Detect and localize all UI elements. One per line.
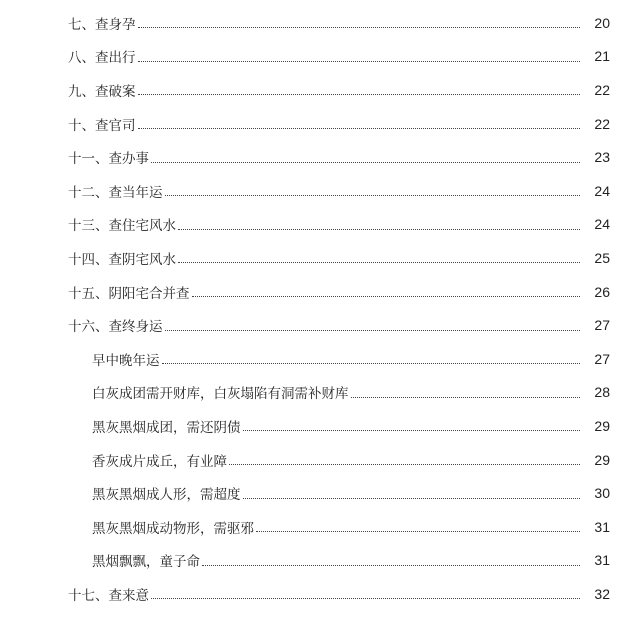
- table-of-contents: [0, 6, 640, 611]
- toc-entry-page: 31: [594, 518, 610, 535]
- toc-entry-title: 黑灰黑烟成人形，需超度: [92, 483, 243, 503]
- toc-entry-page: 23: [594, 149, 610, 166]
- toc-entry-page: 24: [594, 182, 610, 199]
- toc-entry-page: 22: [594, 81, 610, 98]
- toc-entry-title: 十三、查住宅风水: [68, 214, 178, 234]
- toc-entry-title: 黑烟飘飘，童子命: [92, 550, 202, 570]
- dot-leader: [138, 61, 581, 62]
- toc-entry-page: 32: [594, 585, 610, 602]
- dot-leader: [138, 128, 581, 129]
- dot-leader: [165, 330, 581, 331]
- toc-entry[interactable]: [0, 409, 640, 443]
- toc-entry[interactable]: [0, 208, 640, 242]
- toc-entry-page: 30: [594, 485, 610, 502]
- dot-leader: [229, 464, 580, 465]
- toc-entry-title: 八、查出行: [68, 46, 138, 66]
- dot-leader: [178, 229, 580, 230]
- dot-leader: [243, 498, 581, 499]
- toc-entry[interactable]: [0, 577, 640, 611]
- toc-entry[interactable]: [0, 174, 640, 208]
- toc-entry-title: 白灰成团需开财库，白灰塌陷有洞需补财库: [92, 382, 351, 402]
- toc-entry-page: 20: [594, 14, 610, 31]
- toc-entry[interactable]: [0, 308, 640, 342]
- toc-entry[interactable]: [0, 476, 640, 510]
- toc-entry-title: 黑灰黑烟成团，需还阴债: [92, 416, 243, 436]
- dot-leader: [192, 296, 581, 297]
- dot-leader: [202, 565, 580, 566]
- toc-entry-page: 22: [594, 115, 610, 132]
- toc-entry-title: 十二、查当年运: [68, 181, 165, 201]
- toc-entry[interactable]: [0, 241, 640, 275]
- toc-entry-page: 31: [594, 552, 610, 569]
- toc-entry[interactable]: [0, 275, 640, 309]
- toc-entry-title: 十四、查阴宅风水: [68, 248, 178, 268]
- toc-entry-page: 24: [594, 216, 610, 233]
- toc-entry-title: 香灰成片成丘，有业障: [92, 450, 229, 470]
- dot-leader: [151, 598, 580, 599]
- toc-entry-page: 29: [594, 451, 610, 468]
- toc-entry[interactable]: [0, 376, 640, 410]
- toc-entry-page: 21: [594, 48, 610, 65]
- toc-entry[interactable]: [0, 40, 640, 74]
- toc-entry-page: 26: [594, 283, 610, 300]
- dot-leader: [351, 397, 581, 398]
- dot-leader: [256, 531, 580, 532]
- dot-leader: [178, 262, 580, 263]
- toc-entry-page: 27: [594, 350, 610, 367]
- toc-entry-title: 十六、查终身运: [68, 315, 165, 335]
- toc-entry-title: 十一、查办事: [68, 147, 151, 167]
- toc-entry-title: 十、查官司: [68, 114, 138, 134]
- toc-entry-title: 七、查身孕: [68, 13, 138, 33]
- dot-leader: [151, 162, 580, 163]
- toc-entry[interactable]: [0, 342, 640, 376]
- toc-entry-title: 早中晚年运: [92, 349, 162, 369]
- toc-entry-page: 29: [594, 417, 610, 434]
- toc-entry[interactable]: [0, 140, 640, 174]
- toc-entry[interactable]: [0, 443, 640, 477]
- toc-entry[interactable]: [0, 107, 640, 141]
- toc-entry-title: 十五、阴阳宅合并查: [68, 282, 192, 302]
- dot-leader: [165, 195, 581, 196]
- toc-entry-page: 27: [594, 317, 610, 334]
- toc-entry-page: 25: [594, 249, 610, 266]
- toc-entry[interactable]: [0, 73, 640, 107]
- toc-entry-title: 黑灰黑烟成动物形，需驱邪: [92, 517, 256, 537]
- dot-leader: [162, 363, 581, 364]
- toc-entry[interactable]: [0, 544, 640, 578]
- toc-entry[interactable]: [0, 6, 640, 40]
- dot-leader: [138, 94, 581, 95]
- toc-entry-title: 十七、查来意: [68, 584, 151, 604]
- dot-leader: [138, 27, 581, 28]
- toc-entry-title: 九、查破案: [68, 80, 138, 100]
- dot-leader: [243, 430, 581, 431]
- toc-entry[interactable]: [0, 510, 640, 544]
- toc-entry-page: 28: [594, 384, 610, 401]
